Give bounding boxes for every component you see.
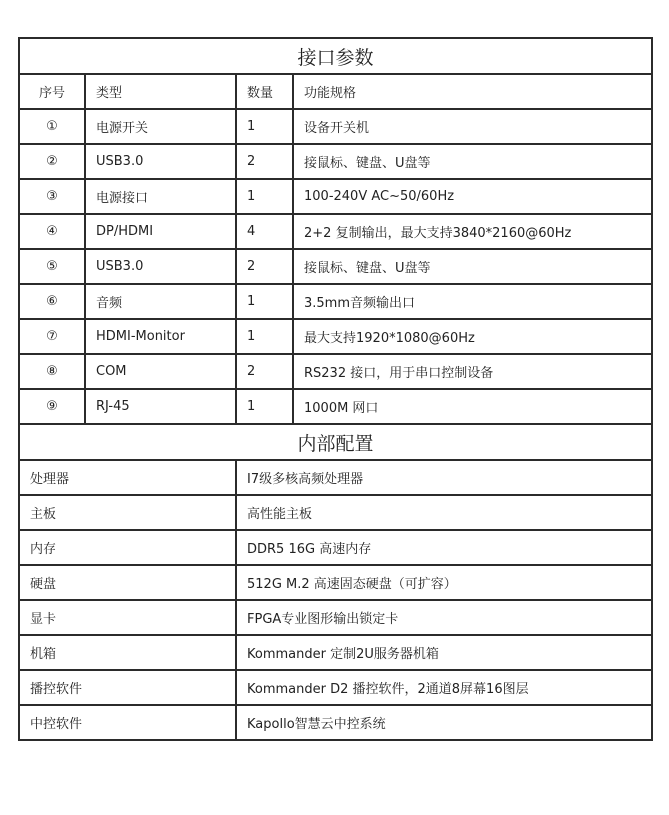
header-spec: 功能规格 [293,74,652,109]
config-item-name: 机箱 [19,635,236,670]
row-index: ② [19,144,85,179]
row-spec: 1000M 网口 [293,389,652,424]
config-item-name: 硬盘 [19,565,236,600]
row-quantity: 1 [236,284,293,319]
table-row [19,354,652,389]
row-spec: 2+2 复制输出，最大支持3840*2160@60Hz [293,214,652,249]
row-type: USB3.0 [85,249,236,284]
table-row [19,389,652,424]
config-item-name: 处理器 [19,460,236,495]
spec-sheet [18,37,651,741]
header-index: 序号 [19,74,85,109]
row-type: 电源开关 [85,109,236,144]
config-item-value: FPGA专业图形输出锁定卡 [236,600,652,635]
table-row [19,214,652,249]
config-item-value: Kapollo智慧云中控系统 [236,705,652,740]
header-quantity: 数量 [236,74,293,109]
row-type: 音频 [85,284,236,319]
config-item-name: 显卡 [19,600,236,635]
config-item-value: I7级多核高频处理器 [236,460,652,495]
table-row [19,635,652,670]
row-index: ④ [19,214,85,249]
row-spec: RS232 接口，用于串口控制设备 [293,354,652,389]
table-row [19,460,652,495]
row-type: USB3.0 [85,144,236,179]
config-table [18,423,653,741]
row-spec: 接鼠标、键盘、U盘等 [293,249,652,284]
row-index: ③ [19,179,85,214]
config-item-value: Kommander 定制2U服务器机箱 [236,635,652,670]
row-quantity: 4 [236,214,293,249]
table-row [19,530,652,565]
interface-header-row [19,74,652,109]
config-item-name: 内存 [19,530,236,565]
config-item-value: 512G M.2 高速固态硬盘（可扩容） [236,565,652,600]
row-spec: 3.5mm音频输出口 [293,284,652,319]
config-item-value: 高性能主板 [236,495,652,530]
row-type: RJ-45 [85,389,236,424]
table-row [19,144,652,179]
row-quantity: 1 [236,319,293,354]
row-index: ① [19,109,85,144]
row-quantity: 1 [236,389,293,424]
table-row [19,109,652,144]
row-quantity: 1 [236,109,293,144]
row-type: DP/HDMI [85,214,236,249]
row-type: HDMI-Monitor [85,319,236,354]
config-item-value: Kommander D2 播控软件，2通道8屏幕16图层 [236,670,652,705]
table-row [19,705,652,740]
table-row [19,600,652,635]
row-spec: 接鼠标、键盘、U盘等 [293,144,652,179]
table-row [19,495,652,530]
row-quantity: 2 [236,354,293,389]
config-item-name: 中控软件 [19,705,236,740]
table-row [19,670,652,705]
row-type: COM [85,354,236,389]
table-row [19,249,652,284]
config-section-title: 内部配置 [19,424,652,460]
config-item-name: 主板 [19,495,236,530]
config-item-value: DDR5 16G 高速内存 [236,530,652,565]
config-item-name: 播控软件 [19,670,236,705]
row-spec: 最大支持1920*1080@60Hz [293,319,652,354]
row-quantity: 2 [236,249,293,284]
header-type: 类型 [85,74,236,109]
interface-section-title: 接口参数 [19,38,652,74]
table-row [19,179,652,214]
table-row [19,319,652,354]
table-row [19,565,652,600]
interface-table [18,37,653,425]
row-index: ⑨ [19,389,85,424]
row-quantity: 2 [236,144,293,179]
row-spec: 100-240V AC~50/60Hz [293,179,652,214]
table-row [19,284,652,319]
row-spec: 设备开关机 [293,109,652,144]
row-quantity: 1 [236,179,293,214]
row-index: ⑥ [19,284,85,319]
row-index: ⑧ [19,354,85,389]
row-type: 电源接口 [85,179,236,214]
row-index: ⑦ [19,319,85,354]
row-index: ⑤ [19,249,85,284]
